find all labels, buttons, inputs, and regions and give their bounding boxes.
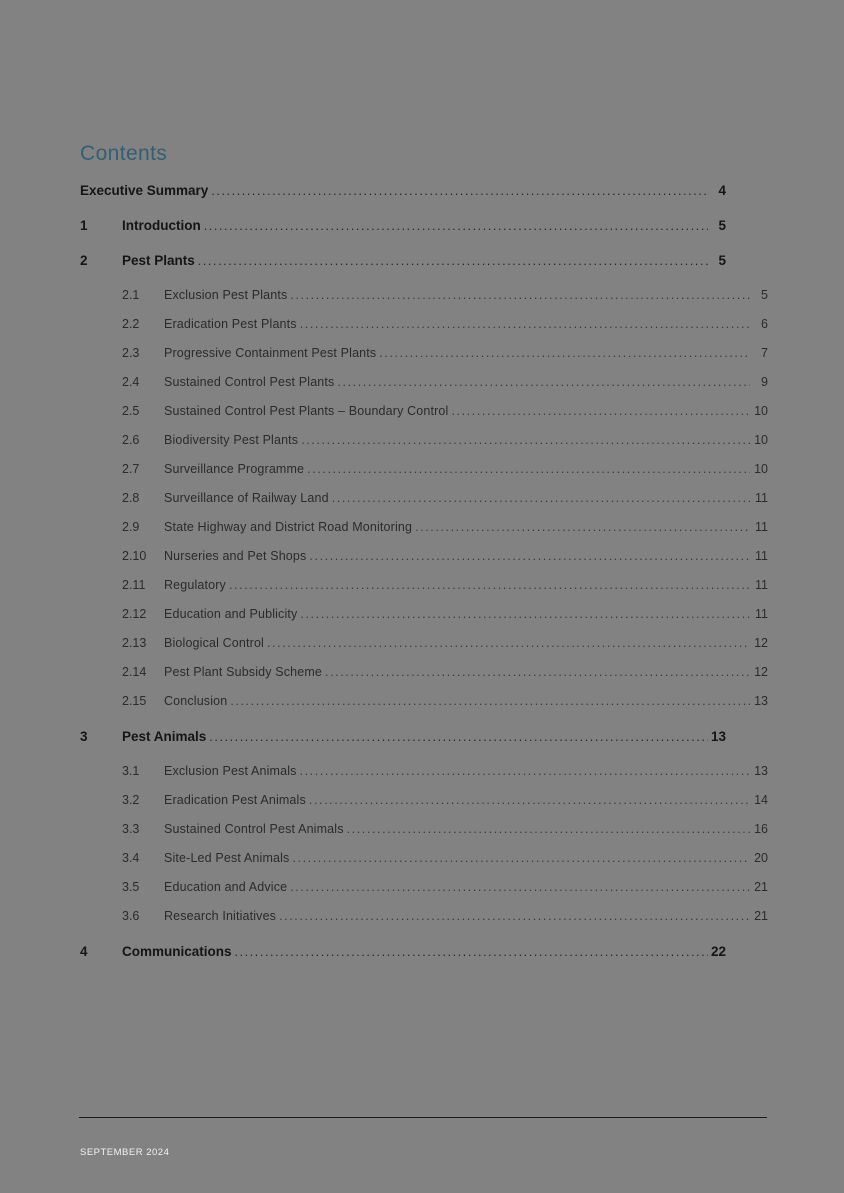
toc-leader-dots <box>279 910 750 926</box>
toc-entry-page-number: 12 <box>754 636 768 650</box>
toc-entry-page-number: 13 <box>710 729 726 744</box>
toc-entry-label: Nurseries and Pet Shops <box>164 549 307 563</box>
footer-date: SEPTEMBER 2024 <box>80 1147 170 1158</box>
toc-entry-page-number: 21 <box>754 880 768 894</box>
toc-entry-page-number: 21 <box>754 909 768 923</box>
toc-entry-page-number: 10 <box>754 433 768 447</box>
toc-leader-dots <box>292 852 750 868</box>
toc-entry-page-number: 6 <box>761 317 768 331</box>
toc-entry[interactable] <box>80 520 768 549</box>
toc-entry-page-number: 7 <box>761 346 768 360</box>
toc-entry[interactable] <box>80 909 768 938</box>
toc-entry-number: 3.6 <box>122 909 140 923</box>
toc-leader-dots <box>229 579 750 595</box>
toc-entry-label: Research Initiatives <box>164 909 277 923</box>
page-title: Contents <box>80 142 168 165</box>
toc-entry[interactable] <box>80 578 768 607</box>
toc-entry-number: 2 <box>80 253 88 268</box>
toc-leader-dots <box>198 255 708 271</box>
toc-leader-dots <box>337 376 750 392</box>
toc-entry-page-number: 13 <box>754 764 768 778</box>
toc-entry-number: 2.9 <box>122 520 140 534</box>
toc-leader-dots <box>415 521 750 537</box>
toc-entry-number: 2.7 <box>122 462 140 476</box>
toc-entry-label: Sustained Control Pest Plants <box>164 375 335 389</box>
toc-entry[interactable] <box>80 851 768 880</box>
toc-entry-label: Sustained Control Pest Plants – Boundary Control <box>164 404 449 418</box>
toc-entry-number: 4 <box>80 944 88 959</box>
toc-leader-dots <box>307 463 750 479</box>
toc-entry-label: Progressive Containment Pest Plants <box>164 346 377 360</box>
toc-entry-number: 2.8 <box>122 491 140 505</box>
toc-entry[interactable] <box>80 433 768 462</box>
toc-entry-page-number: 5 <box>761 288 768 302</box>
toc-entry-number: 2.12 <box>122 607 147 621</box>
toc-entry-label: Surveillance of Railway Land <box>164 491 329 505</box>
toc-entry-number: 2.11 <box>122 578 146 592</box>
toc-entry[interactable] <box>80 822 768 851</box>
toc-leader-dots <box>290 881 750 897</box>
toc-leader-dots <box>235 946 708 962</box>
toc-entry-label: Surveillance Programme <box>164 462 305 476</box>
toc-entry-number: 2.14 <box>122 665 147 679</box>
toc-entry-number: 1 <box>80 218 88 233</box>
toc-entry-label: Regulatory <box>164 578 226 592</box>
toc-entry-label: Pest Plant Subsidy Scheme <box>164 665 322 679</box>
toc-entry[interactable] <box>80 346 768 375</box>
toc-entry-label: Biological Control <box>164 636 264 650</box>
toc-entry-page-number: 5 <box>718 253 726 268</box>
toc-leader-dots <box>204 220 708 236</box>
toc-entry-page-number: 11 <box>755 549 768 563</box>
toc-entry[interactable] <box>80 288 768 317</box>
toc-entry-label: Introduction <box>122 218 201 233</box>
toc-entry-label: Exclusion Pest Plants <box>164 288 288 302</box>
toc-entry-page-number: 22 <box>710 944 726 959</box>
toc-entry-page-number: 4 <box>718 183 726 198</box>
toc-entry-page-number: 11 <box>755 520 768 534</box>
table-of-contents <box>80 183 768 979</box>
toc-leader-dots <box>230 695 750 711</box>
toc-entry-page-number: 11 <box>755 607 768 621</box>
toc-entry-number: 3.5 <box>122 880 140 894</box>
toc-entry-label: Communications <box>122 944 232 959</box>
toc-entry[interactable] <box>80 764 768 793</box>
toc-entry-page-number: 13 <box>754 694 768 708</box>
toc-entry-number: 2.13 <box>122 636 147 650</box>
toc-leader-dots <box>379 347 750 363</box>
toc-entry-label: Site-Led Pest Animals <box>164 851 290 865</box>
toc-entry-number: 2.1 <box>122 288 140 302</box>
footer-divider <box>79 1117 767 1118</box>
toc-entry-label: State Highway and District Road Monitoring <box>164 520 413 534</box>
toc-entry-number: 3.4 <box>122 851 140 865</box>
toc-entry-label: Eradication Pest Plants <box>164 317 297 331</box>
toc-entry[interactable] <box>80 607 768 636</box>
toc-leader-dots <box>209 731 708 747</box>
toc-entry[interactable] <box>80 462 768 491</box>
toc-entry[interactable] <box>80 729 726 764</box>
toc-leader-dots <box>300 608 750 624</box>
toc-entry[interactable] <box>80 253 726 288</box>
toc-leader-dots <box>267 637 750 653</box>
toc-entry[interactable] <box>80 636 768 665</box>
toc-entry-page-number: 14 <box>754 793 768 807</box>
toc-leader-dots <box>300 765 750 781</box>
toc-entry[interactable] <box>80 375 768 404</box>
toc-entry-number: 3.2 <box>122 793 140 807</box>
toc-entry-label: Executive Summary <box>80 183 209 198</box>
toc-entry-page-number: 11 <box>755 491 768 505</box>
toc-entry[interactable] <box>80 880 768 909</box>
toc-entry-number: 2.10 <box>122 549 147 563</box>
toc-leader-dots <box>325 666 750 682</box>
toc-leader-dots <box>211 185 708 201</box>
toc-entry[interactable] <box>80 665 768 694</box>
toc-entry-label: Exclusion Pest Animals <box>164 764 297 778</box>
toc-entry-page-number: 10 <box>754 462 768 476</box>
toc-entry[interactable] <box>80 694 768 723</box>
toc-leader-dots <box>300 318 750 334</box>
toc-entry-number: 2.5 <box>122 404 140 418</box>
toc-entry-number: 2.15 <box>122 694 147 708</box>
toc-entry-page-number: 11 <box>755 578 768 592</box>
toc-entry-label: Sustained Control Pest Animals <box>164 822 344 836</box>
toc-entry-page-number: 16 <box>754 822 768 836</box>
toc-entry[interactable] <box>80 218 726 253</box>
toc-entry-label: Biodiversity Pest Plants <box>164 433 299 447</box>
toc-entry-number: 3 <box>80 729 88 744</box>
toc-leader-dots <box>347 823 750 839</box>
toc-entry-label: Education and Advice <box>164 880 288 894</box>
toc-leader-dots <box>309 550 750 566</box>
toc-entry-page-number: 5 <box>718 218 726 233</box>
toc-entry[interactable] <box>80 317 768 346</box>
toc-leader-dots <box>290 289 750 305</box>
toc-entry[interactable] <box>80 404 768 433</box>
toc-entry-page-number: 9 <box>761 375 768 389</box>
toc-entry[interactable] <box>80 549 768 578</box>
toc-leader-dots <box>451 405 750 421</box>
toc-leader-dots <box>332 492 750 508</box>
toc-entry[interactable] <box>80 491 768 520</box>
toc-entry-label: Pest Plants <box>122 253 195 268</box>
toc-entry-number: 3.3 <box>122 822 140 836</box>
toc-entry-number: 3.1 <box>122 764 140 778</box>
toc-entry-label: Education and Publicity <box>164 607 298 621</box>
toc-entry-page-number: 12 <box>754 665 768 679</box>
toc-entry[interactable] <box>80 793 768 822</box>
toc-entry-page-number: 10 <box>754 404 768 418</box>
toc-entry[interactable] <box>80 944 726 979</box>
toc-leader-dots <box>309 794 750 810</box>
toc-entry-page-number: 20 <box>754 851 768 865</box>
toc-entry-number: 2.3 <box>122 346 140 360</box>
toc-entry-label: Eradication Pest Animals <box>164 793 306 807</box>
toc-entry-label: Conclusion <box>164 694 228 708</box>
toc-entry-number: 2.4 <box>122 375 140 389</box>
toc-entry-label: Pest Animals <box>122 729 207 744</box>
toc-entry-number: 2.6 <box>122 433 140 447</box>
toc-leader-dots <box>301 434 750 450</box>
toc-entry[interactable] <box>80 183 726 218</box>
toc-entry-number: 2.2 <box>122 317 140 331</box>
